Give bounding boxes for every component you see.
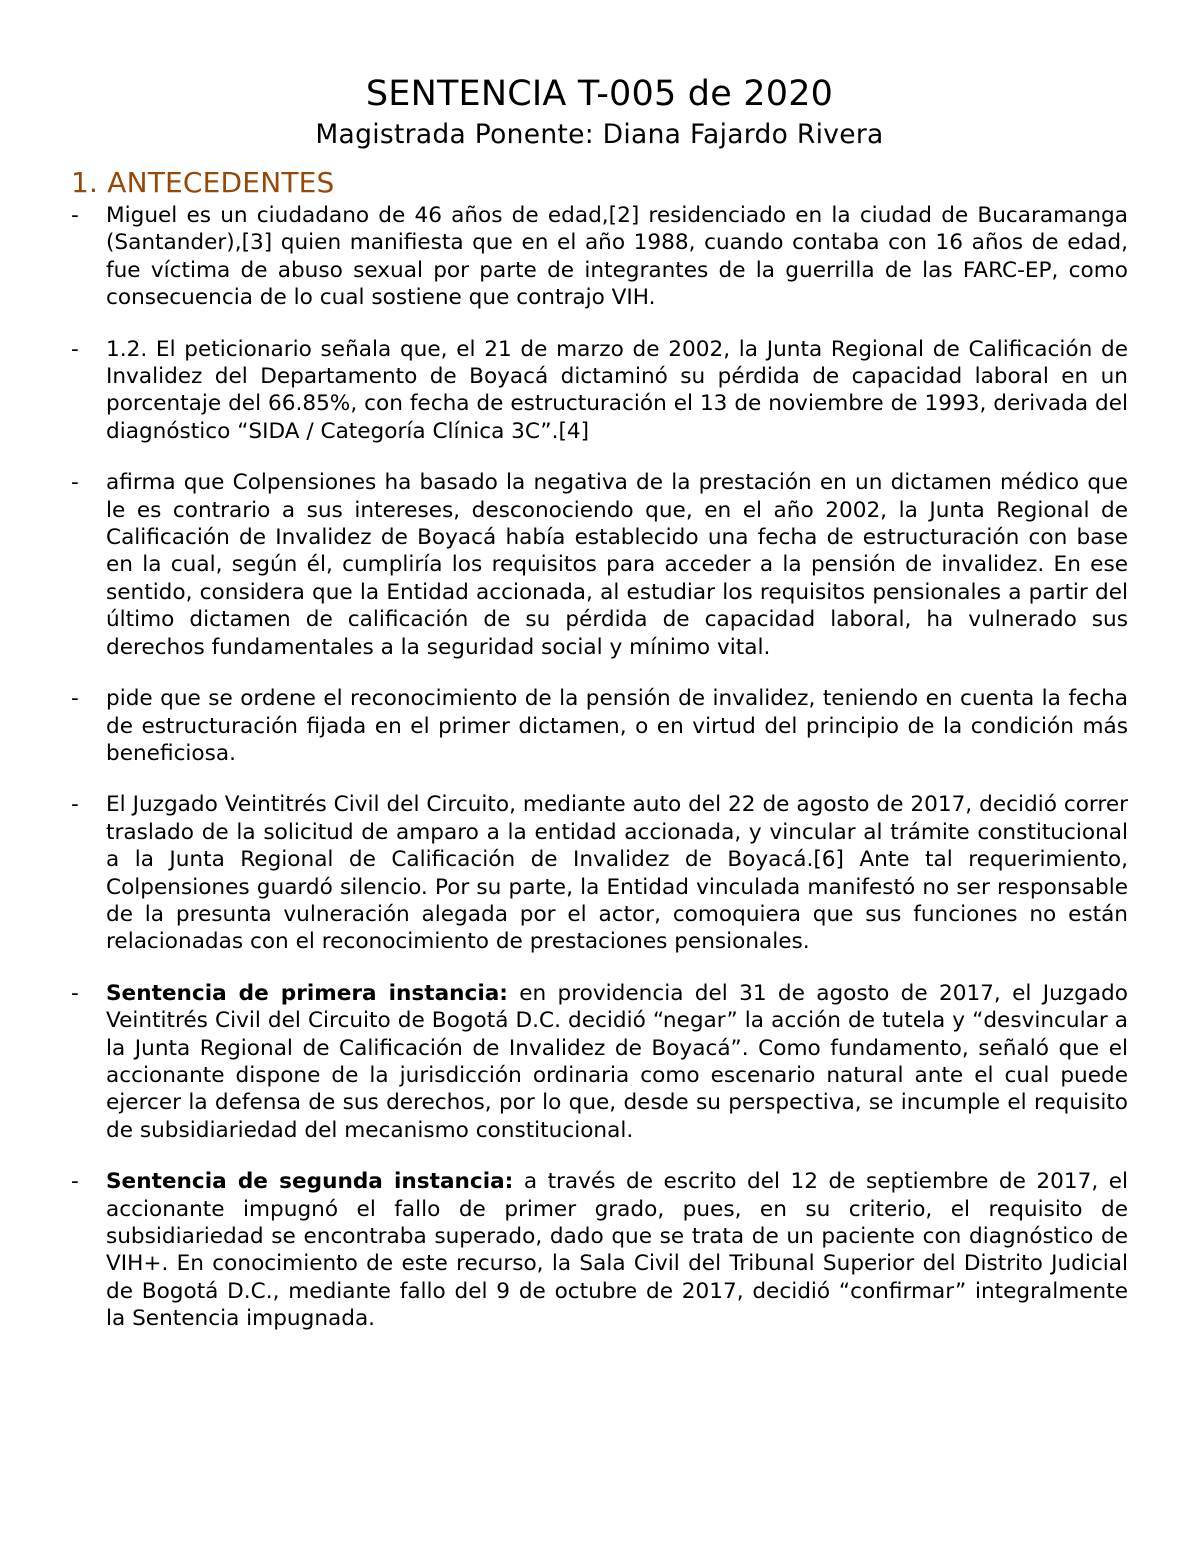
bullet-marker: - <box>71 203 79 228</box>
paragraph-text: El Juzgado Veintitrés Civil del Circuito, mediante auto del 22 de agosto de 2017, decidió correr traslado de la solicitud de amparo a la entidad accionada, y vincular al trámite constitucional a la Junta Regional de Calificación de Invalidez de Boyacá.[6] Ante tal requerimiento, Colpensiones guardó silencio. Por su parte, la Entidad vinculada manifestó no ser responsable de la presunta vulneración alegada por el actor, comoquiera que sus funciones no están relacionadas con el reconocimiento de prestaciones pensionales. <box>106 792 1128 955</box>
document-title: SENTENCIA T-005 de 2020 <box>365 74 834 114</box>
list-item <box>71 685 1128 767</box>
bullet-marker: - <box>71 336 79 362</box>
list-item <box>71 469 1128 661</box>
paragraph-text: 1.2. El peticionario señala que, el 21 de marzo de 2002, la Junta Regional de Calificación de Invalidez del Departamento de Boyacá dictaminó su pérdida de capacidad laboral en un porcentaje del 66.85%, con fecha de estructuración el 13 de noviembre de 1993, derivada del diagnóstico “SIDA / Categoría Clínica 3C”.[4] <box>106 336 1128 444</box>
bullet-marker: - <box>71 1169 79 1195</box>
document-subtitle: Magistrada Ponente: Diana Fajardo Rivera <box>315 119 884 150</box>
list-item <box>71 336 1128 446</box>
section-heading: 1. ANTECEDENTES <box>71 166 335 199</box>
bullet-marker: - <box>71 792 79 818</box>
list-item <box>71 791 1128 955</box>
paragraph-lead: Sentencia de primera instancia: <box>106 980 508 1006</box>
bullet-marker: - <box>71 686 79 712</box>
paragraph-text: en providencia del 31 de agosto de 2017, el Juzgado Veintitrés Civil del Circuito de Bogotá D.C. decidió “negar” la acción de tutela y “desvincular a la Junta Regional de Calificación de Invalidez de Boyacá”. Como fundamento, señaló que el accionante dispone de la jurisdicción ordinaria como escenario natural ante el cual puede ejercer la defensa de sus derechos, por lo que, desde su perspectiva, se incumple el requisito de subsidiariedad del mecanismo constitucional. <box>106 980 1128 1143</box>
paragraph-text: Miguel es un ciudadano de 46 años de edad,[2] residenciado en la ciudad de Bucaramanga (Santander),[3] quien manifiesta que en el año 1988, cuando contaba con 16 años de edad, fue víctima de abuso sexual por parte de integrantes de la guerrilla de las FARC-EP, como consecuencia de lo cual sostiene que contrajo VIH. <box>106 203 1128 311</box>
bullet-marker: - <box>71 470 79 496</box>
list-item <box>71 1168 1128 1332</box>
paragraph-text: a través de escrito del 12 de septiembre de 2017, el accionante impugnó el fallo de primer grado, pues, en su criterio, el requisito de subsidiariedad se encontraba superado, dado que se trata de un paciente con diagnóstico de VIH+. En conocimiento de este recurso, la Sala Civil del Tribunal Superior del Distrito Judicial de Bogotá D.C., mediante fallo del 9 de octubre de 2017, decidió “confirmar” integralmente la Sentencia impugnada. <box>106 1169 1129 1332</box>
list-item <box>71 980 1128 1144</box>
list-item <box>71 202 1128 312</box>
paragraph-lead: Sentencia de segunda instancia: <box>106 1169 514 1195</box>
paragraph-list <box>71 202 1128 1333</box>
paragraph-text: pide que se ordene el reconocimiento de la pensión de invalidez, teniendo en cuenta la fecha de estructuración fijada en el primer dictamen, o en virtud del principio de la condición más beneficiosa. <box>106 686 1128 766</box>
bullet-marker: - <box>71 980 79 1006</box>
paragraph-text: afirma que Colpensiones ha basado la negativa de la prestación en un dictamen médico que le es contrario a sus intereses, desconociendo que, en el año 2002, la Junta Regional de Calificación de Invalidez de Boyacá había establecido una fecha de estructuración con base en la cual, según él, cumpliría los requisitos para acceder a la pensión de invalidez. En ese sentido, considera que la Entidad accionada, al estudiar los requisitos pensionales a partir del último dictamen de calificación de su pérdida de capacidad laboral, ha vulnerado sus derechos fundamentales a la seguridad social y mínimo vital. <box>106 470 1128 660</box>
